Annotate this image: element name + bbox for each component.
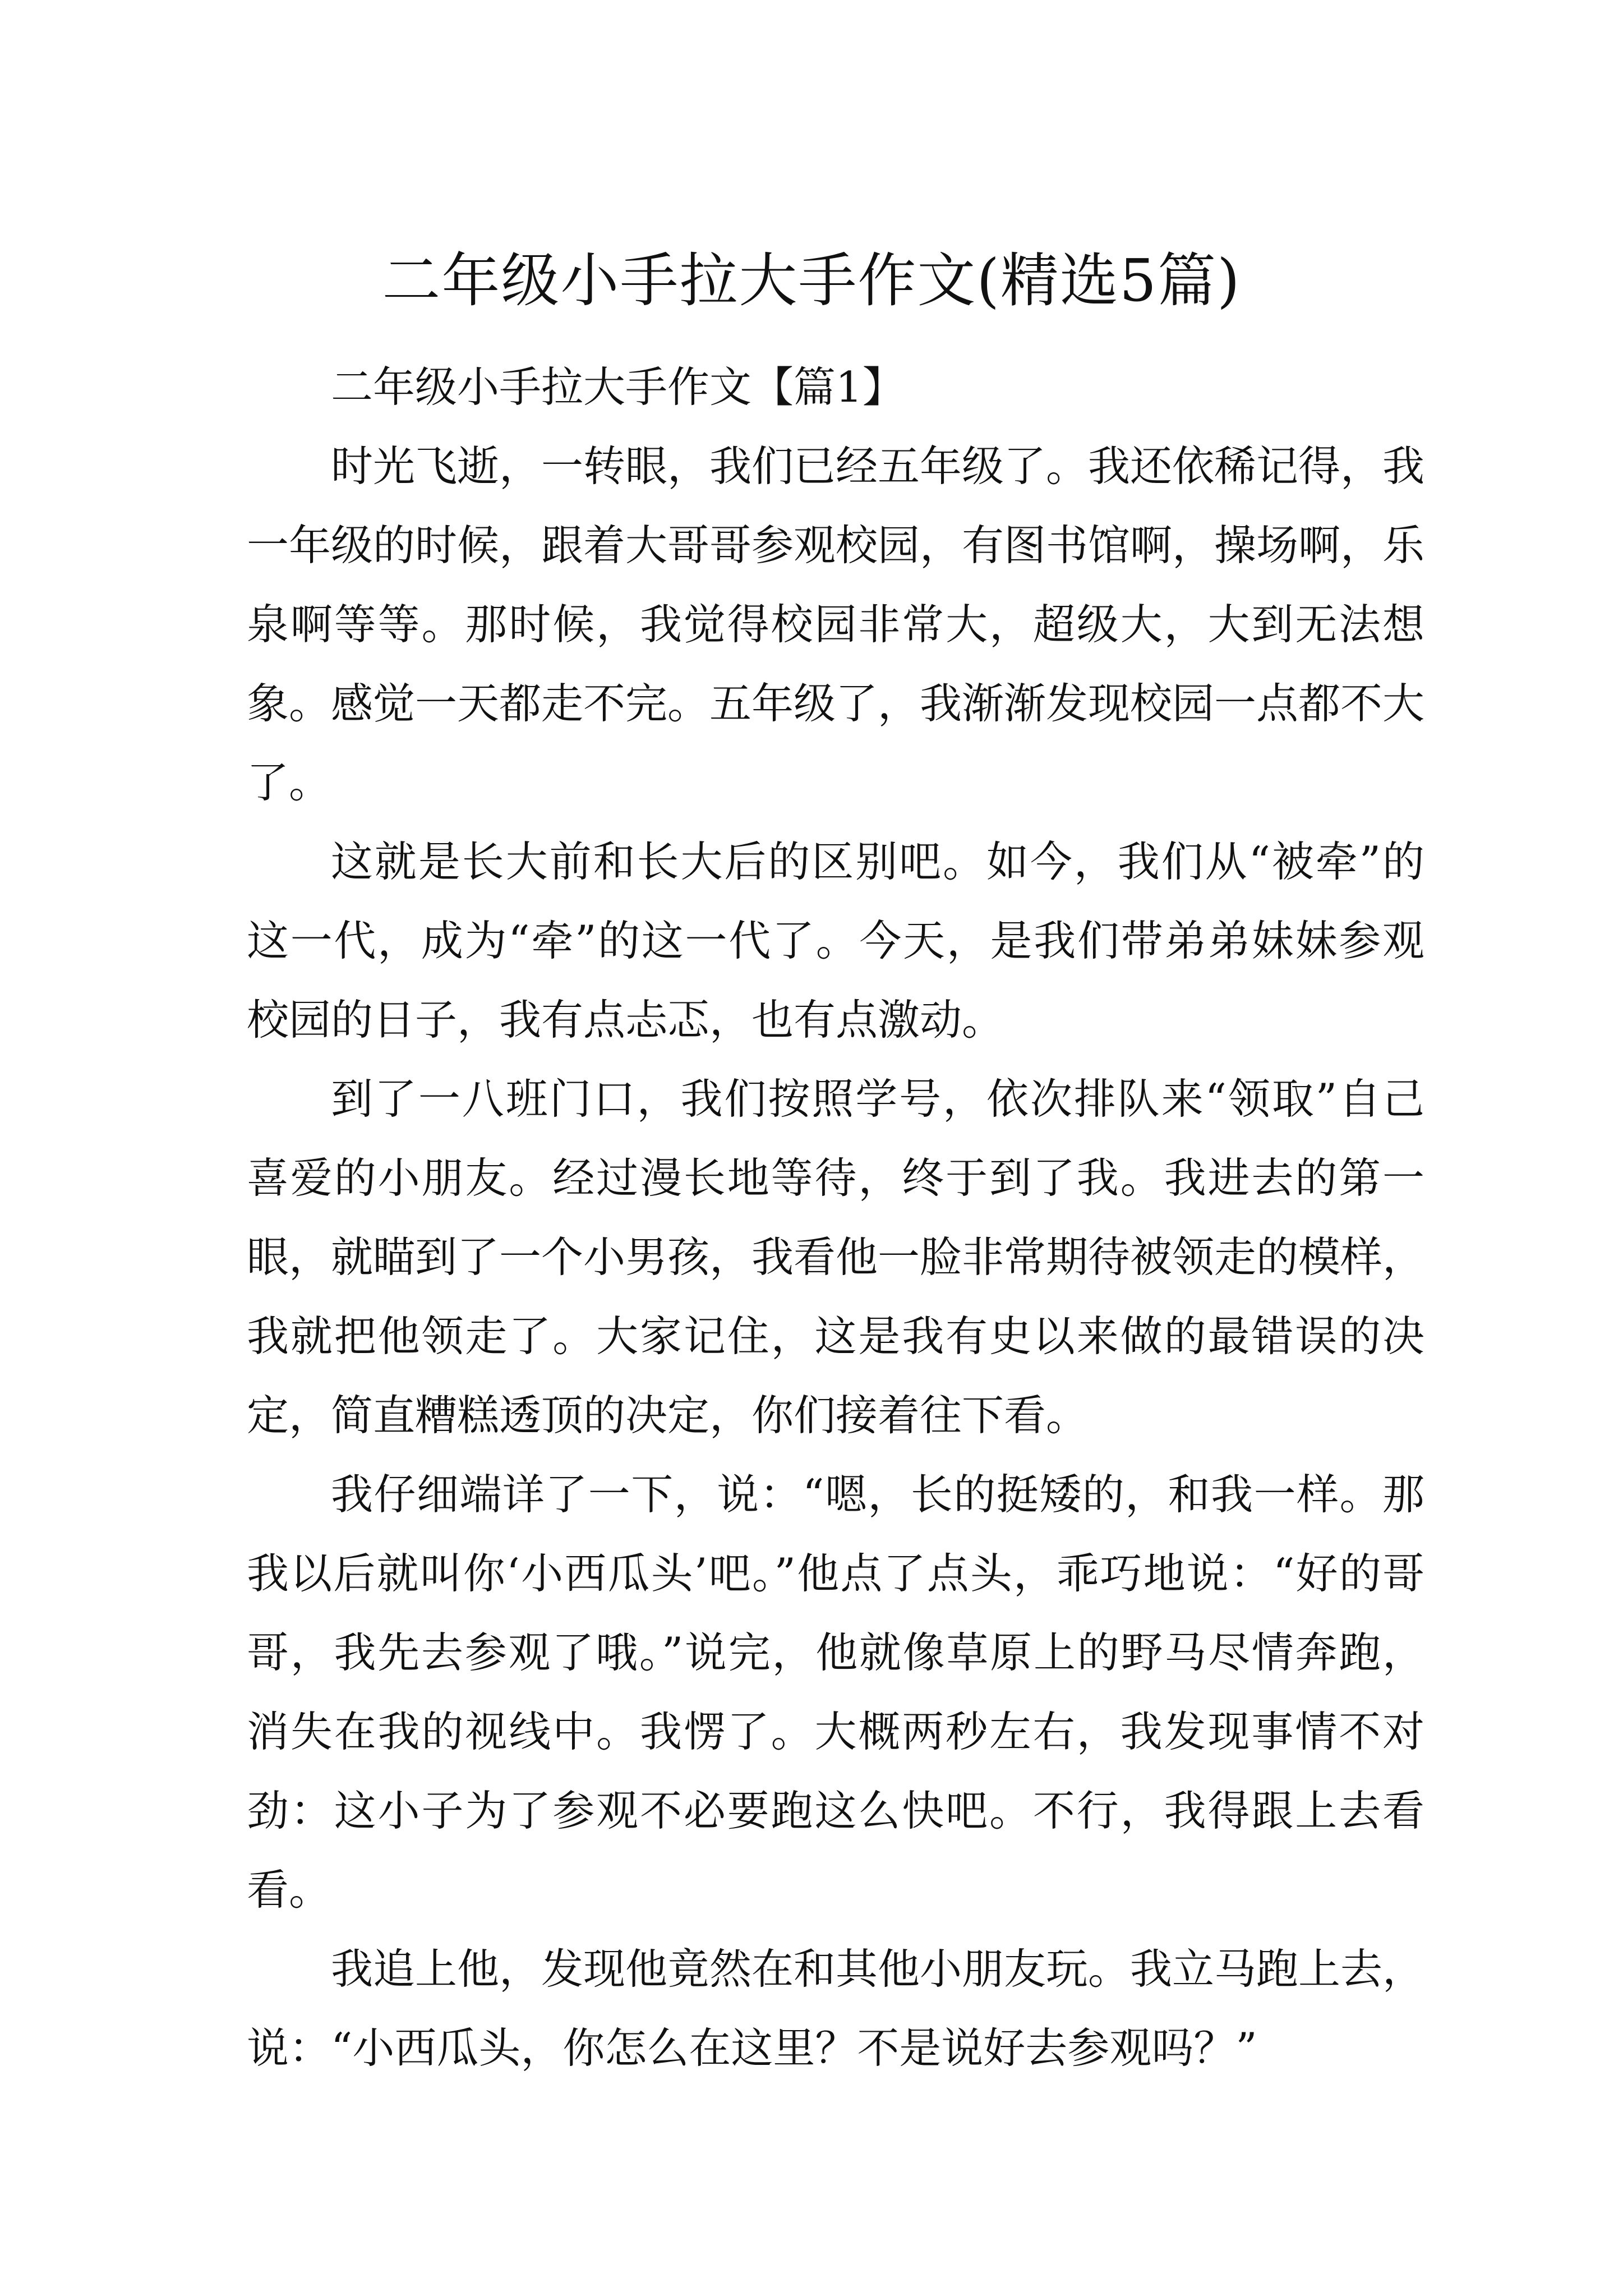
paragraph: 到了一八班门口，我们按照学号，依次排队来“领取”自己喜爱的小朋友。经过漫长地等待，终于到了我。我进去的第一眼，就瞄到了一个小男孩，我看他一脸非常期待被领走的模样，我就把他领走了。大家记住，这是我有史以来做的最错误的决定，简直糟糕透顶的决定，你们接着往下看。 bbox=[247, 1074, 1425, 1440]
paragraph: 时光飞逝，一转眼，我们已经五年级了。我还依稀记得，我一年级的时候，跟着大哥哥参观校园，有图书馆啊，操场啊，乐泉啊等等。那时候，我觉得校园非常大，超级大，大到无法想象。感觉一天都走不完。五年级了，我渐渐发现校园一点都不大了。 bbox=[247, 441, 1425, 807]
document-body bbox=[247, 348, 1424, 2088]
section-heading: 二年级小手拉大手作文【篇1】 bbox=[331, 362, 905, 412]
document-title: 二年级小手拉大手作文(精选5篇) bbox=[382, 246, 1241, 315]
paragraph: 我追上他，发现他竟然在和其他小朋友玩。我立马跑上去，说：“小西瓜头，你怎么在这里？不是说好去参观吗？” bbox=[247, 1944, 1425, 2073]
paragraph: 这就是长大前和长大后的区别吧。如今，我们从“被牵”的这一代，成为“牵”的这一代了。今天，是我们带弟弟妹妹参观校园的日子，我有点忐忑，也有点激动。 bbox=[247, 837, 1424, 1045]
paragraph: 我仔细端详了一下，说：“嗯，长的挺矮的，和我一样。那我以后就叫你‘小西瓜头’吧。”他点了点头，乖巧地说：“好的哥哥，我先去参观了哦。”说完，他就像草原上的野马尽情奔跑，消失在我的视线中。我愣了。大概两秒左右，我发现事情不对劲：这小子为了参观不必要跑这么快吧。不行，我得跟上去看看。 bbox=[247, 1470, 1424, 1915]
